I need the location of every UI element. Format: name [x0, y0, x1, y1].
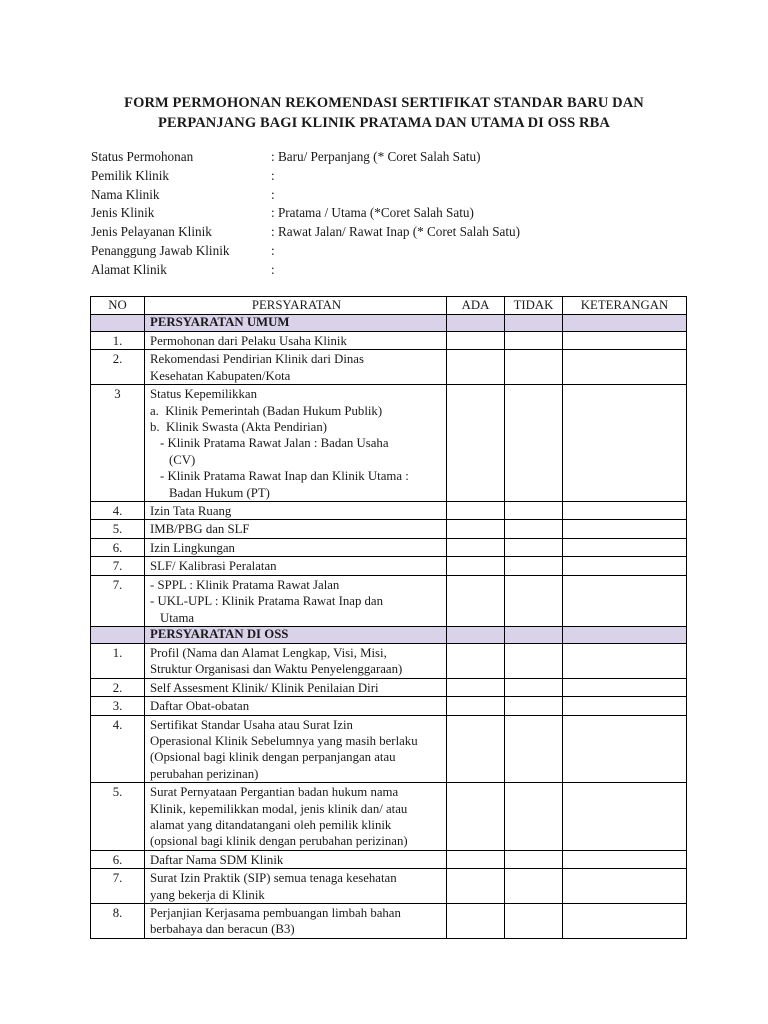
requirement-line: Profil (Nama dan Alamat Lengkap, Visi, Misi,	[150, 645, 387, 660]
field-value: : Pratama / Utama (*Coret Salah Satu)	[271, 205, 474, 221]
keterangan-cell[interactable]	[563, 783, 687, 851]
table-row	[91, 385, 687, 502]
table-row	[91, 350, 687, 385]
field-jenis-pelayanan	[91, 223, 691, 242]
tidak-cell[interactable]	[505, 904, 563, 939]
section-row-oss	[91, 626, 687, 643]
keterangan-cell[interactable]	[563, 904, 687, 939]
ada-cell[interactable]	[447, 385, 505, 502]
requirement-line: Self Assesment Klinik/ Klinik Penilaian Diri	[150, 680, 379, 695]
tidak-cell[interactable]	[505, 850, 563, 868]
field-value: :	[271, 186, 275, 202]
field-value: :	[271, 167, 275, 183]
keterangan-cell[interactable]	[563, 557, 687, 575]
ada-cell[interactable]	[447, 643, 505, 678]
section-cell	[563, 626, 687, 643]
requirement-line: Operasional Klinik Sebelumnya yang masih berlaku	[150, 733, 418, 748]
row-number: 5.	[91, 783, 145, 851]
keterangan-cell[interactable]	[563, 502, 687, 520]
requirements-table	[90, 296, 687, 939]
header-keterangan: KETERANGAN	[563, 297, 687, 315]
keterangan-cell[interactable]	[563, 869, 687, 904]
row-number: 6.	[91, 538, 145, 556]
requirement-line: (opsional bagi klinik dengan perubahan perizinan)	[150, 834, 408, 849]
row-number: 3	[91, 385, 145, 502]
header-persyaratan: PERSYARATAN	[145, 297, 447, 315]
tidak-cell[interactable]	[505, 332, 563, 350]
table-row	[91, 502, 687, 520]
row-requirement	[145, 502, 447, 520]
requirement-line: a. Klinik Pemerintah (Badan Hukum Publik)	[150, 403, 383, 418]
tidak-cell[interactable]	[505, 385, 563, 502]
requirement-line: - UKL-UPL : Klinik Pratama Rawat Inap dan	[150, 594, 384, 609]
table-row	[91, 538, 687, 556]
requirement-line: perubahan perizinan)	[150, 766, 259, 781]
requirement-line: SLF/ Kalibrasi Peralatan	[150, 559, 277, 574]
row-requirement	[145, 575, 447, 626]
row-number: 3.	[91, 697, 145, 715]
requirement-line: (Opsional bagi klinik dengan perpanjangan atau	[150, 750, 396, 765]
ada-cell[interactable]	[447, 869, 505, 904]
ada-cell[interactable]	[447, 783, 505, 851]
tidak-cell[interactable]	[505, 502, 563, 520]
section-cell	[447, 315, 505, 332]
field-penanggung-jawab	[91, 242, 691, 261]
requirement-line: Klinik, kepemilikkan modal, jenis klinik dan/ atau	[150, 801, 408, 816]
section-cell	[505, 626, 563, 643]
section-cell	[91, 315, 145, 332]
requirement-line: Izin Lingkungan	[150, 540, 235, 555]
row-requirement	[145, 850, 447, 868]
requirement-line: berbahaya dan beracun (B3)	[150, 922, 295, 937]
row-number: 7.	[91, 869, 145, 904]
keterangan-cell[interactable]	[563, 715, 687, 783]
table-row	[91, 557, 687, 575]
keterangan-cell[interactable]	[563, 575, 687, 626]
requirement-line: Struktur Organisasi dan Waktu Penyelenggaraan)	[150, 662, 403, 677]
requirement-line: IMB/PBG dan SLF	[150, 522, 250, 537]
row-number: 7.	[91, 557, 145, 575]
row-requirement	[145, 520, 447, 538]
ada-cell[interactable]	[447, 904, 505, 939]
keterangan-cell[interactable]	[563, 520, 687, 538]
requirement-line: Permohonan dari Pelaku Usaha Klinik	[150, 334, 347, 348]
row-number: 8.	[91, 904, 145, 939]
field-alamat-klinik	[91, 261, 691, 280]
row-requirement	[145, 538, 447, 556]
field-label: Jenis Pelayanan Klinik	[91, 224, 212, 240]
row-requirement	[145, 332, 447, 350]
row-requirement	[145, 385, 447, 502]
row-requirement	[145, 557, 447, 575]
table-row	[91, 715, 687, 783]
row-requirement	[145, 715, 447, 783]
tidak-cell[interactable]	[505, 557, 563, 575]
field-value: :	[271, 242, 275, 258]
ada-cell[interactable]	[447, 715, 505, 783]
table-row	[91, 904, 687, 939]
tidak-cell[interactable]	[505, 697, 563, 715]
requirement-line: Utama	[160, 610, 195, 625]
requirement-line: Izin Tata Ruang	[150, 504, 232, 519]
section-cell	[447, 626, 505, 643]
requirement-line: Perjanjian Kerjasama pembuangan limbah bahan	[150, 906, 401, 920]
keterangan-cell[interactable]	[563, 678, 687, 696]
requirement-line: Surat Pernyataan Pergantian badan hukum nama	[150, 785, 399, 800]
table-row	[91, 850, 687, 868]
ada-cell[interactable]	[447, 502, 505, 520]
row-number: 7.	[91, 575, 145, 626]
tidak-cell[interactable]	[505, 350, 563, 385]
field-status-permohonan	[91, 148, 691, 167]
tidak-cell[interactable]	[505, 783, 563, 851]
field-value: :	[271, 261, 275, 277]
row-requirement	[145, 783, 447, 851]
table-row	[91, 783, 687, 851]
keterangan-cell[interactable]	[563, 385, 687, 502]
table-header-row	[91, 297, 687, 315]
ada-cell[interactable]	[447, 850, 505, 868]
requirement-line: Status Kepemilikkan	[150, 387, 257, 402]
requirement-line: Daftar Obat-obatan	[150, 699, 250, 714]
header-ada: ADA	[447, 297, 505, 315]
row-number: 4.	[91, 502, 145, 520]
row-requirement	[145, 678, 447, 696]
field-label: Nama Klinik	[91, 186, 160, 202]
row-requirement	[145, 350, 447, 385]
table-row	[91, 643, 687, 678]
field-label: Pemilik Klinik	[91, 167, 170, 183]
field-label: Status Permohonan	[91, 149, 194, 164]
requirement-line: Sertifikat Standar Usaha atau Surat Izin	[150, 717, 353, 732]
table-row	[91, 697, 687, 715]
applicant-fields	[91, 148, 691, 280]
ada-cell[interactable]	[447, 350, 505, 385]
section-cell	[91, 626, 145, 643]
section-title-umum: PERSYARATAN UMUM	[145, 315, 447, 332]
requirement-line: - Klinik Pratama Rawat Inap dan Klinik Utama :	[160, 469, 409, 484]
tidak-cell[interactable]	[505, 575, 563, 626]
header-tidak: TIDAK	[505, 297, 563, 315]
keterangan-cell[interactable]	[563, 697, 687, 715]
requirement-line: Badan Hukum (PT)	[169, 485, 270, 500]
requirement-line: - Klinik Pratama Rawat Jalan : Badan Usaha	[160, 436, 389, 451]
field-value: : Baru/ Perpanjang (* Coret Salah Satu)	[271, 149, 481, 164]
row-number: 2.	[91, 678, 145, 696]
requirement-line: alamat yang ditandatangani oleh pemilik klinik	[150, 817, 392, 832]
row-number: 4.	[91, 715, 145, 783]
section-cell	[563, 315, 687, 332]
field-jenis-klinik	[91, 204, 691, 223]
ada-cell[interactable]	[447, 538, 505, 556]
tidak-cell[interactable]	[505, 715, 563, 783]
table-row	[91, 575, 687, 626]
row-requirement	[145, 697, 447, 715]
form-title-line-1: FORM PERMOHONAN REKOMENDASI SERTIFIKAT STANDAR BARU DAN	[124, 95, 644, 111]
ada-cell[interactable]	[447, 520, 505, 538]
requirement-line: (CV)	[169, 452, 196, 467]
keterangan-cell[interactable]	[563, 643, 687, 678]
section-cell	[505, 315, 563, 332]
row-requirement	[145, 643, 447, 678]
row-requirement	[145, 904, 447, 939]
field-pemilik-klinik	[91, 167, 691, 186]
requirement-line: Kesehatan Kabupaten/Kota	[150, 368, 291, 383]
row-number: 2.	[91, 350, 145, 385]
field-label: Jenis Klinik	[91, 205, 155, 221]
requirement-line: Rekomendasi Pendirian Klinik dari Dinas	[150, 352, 364, 367]
form-title-line-2: PERPANJANG BAGI KLINIK PRATAMA DAN UTAMA DI OSS RBA	[158, 115, 610, 131]
keterangan-cell[interactable]	[563, 850, 687, 868]
keterangan-cell[interactable]	[563, 350, 687, 385]
table-row	[91, 520, 687, 538]
tidak-cell[interactable]	[505, 520, 563, 538]
ada-cell[interactable]	[447, 332, 505, 350]
field-label: Alamat Klinik	[91, 261, 167, 277]
field-value: : Rawat Jalan/ Rawat Inap (* Coret Salah Satu)	[271, 224, 521, 240]
ada-cell[interactable]	[447, 557, 505, 575]
requirement-line: yang bekerja di Klinik	[150, 887, 265, 902]
ada-cell[interactable]	[447, 678, 505, 696]
section-title-oss: PERSYARATAN DI OSS	[145, 626, 447, 643]
requirement-line: Daftar Nama SDM Klinik	[150, 852, 284, 867]
ada-cell[interactable]	[447, 575, 505, 626]
row-number: 1.	[91, 643, 145, 678]
table-row	[91, 332, 687, 350]
table-row	[91, 869, 687, 904]
field-label: Penanggung Jawab Klinik	[91, 242, 230, 258]
field-nama-klinik	[91, 186, 691, 205]
row-number: 6.	[91, 850, 145, 868]
keterangan-cell[interactable]	[563, 332, 687, 350]
row-requirement	[145, 869, 447, 904]
tidak-cell[interactable]	[505, 678, 563, 696]
requirement-line: Surat Izin Praktik (SIP) semua tenaga kesehatan	[150, 871, 397, 886]
section-row-umum	[91, 315, 687, 332]
row-number: 1.	[91, 332, 145, 350]
tidak-cell[interactable]	[505, 538, 563, 556]
tidak-cell[interactable]	[505, 643, 563, 678]
requirement-line: - SPPL : Klinik Pratama Rawat Jalan	[150, 577, 340, 592]
header-no: NO	[91, 297, 145, 315]
table-row	[91, 678, 687, 696]
keterangan-cell[interactable]	[563, 538, 687, 556]
requirement-line: b. Klinik Swasta (Akta Pendirian)	[150, 420, 327, 435]
tidak-cell[interactable]	[505, 869, 563, 904]
ada-cell[interactable]	[447, 697, 505, 715]
row-number: 5.	[91, 520, 145, 538]
